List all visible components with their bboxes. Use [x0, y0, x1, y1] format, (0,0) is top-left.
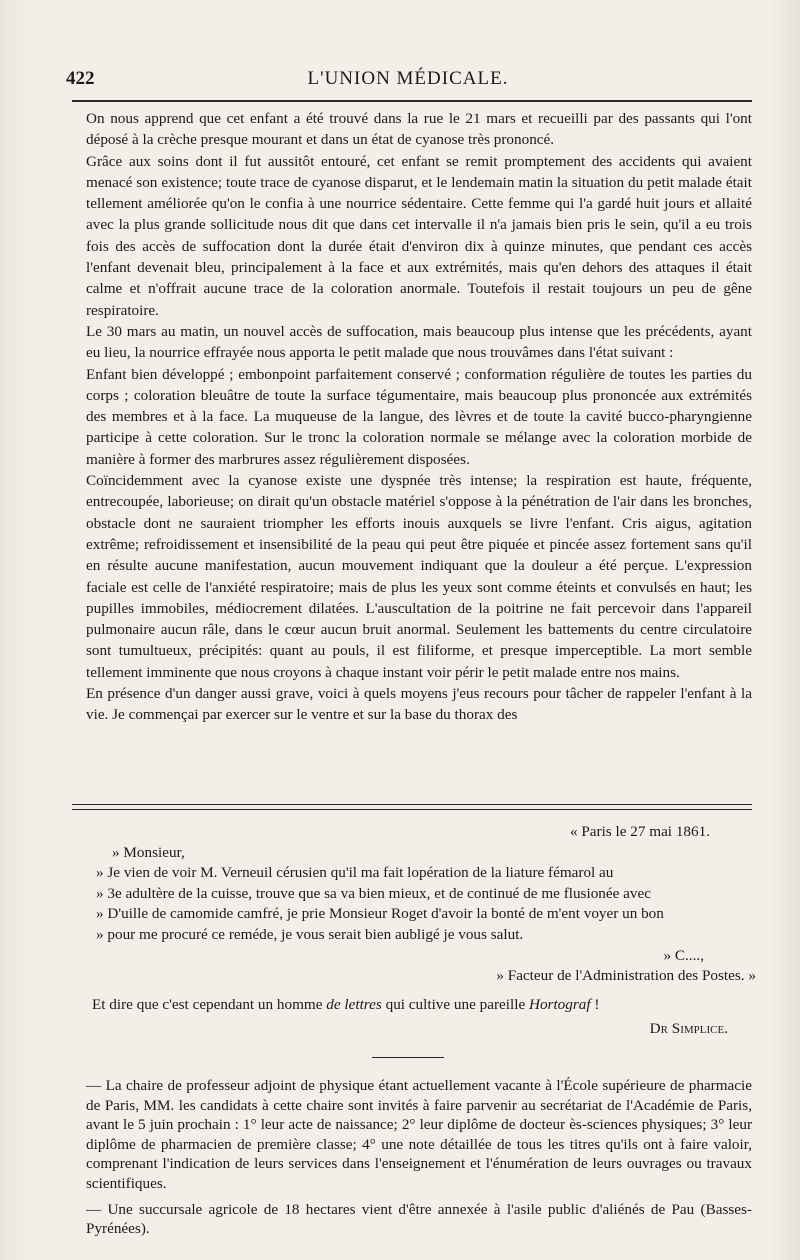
editor-comment: [92, 994, 752, 1015]
news-section: [86, 1076, 752, 1245]
running-title: L'UNION MÉDICALE.: [307, 68, 509, 89]
comment-text: qui cultive une pareille: [381, 996, 529, 1013]
news-item: — La chaire de professeur adjoint de physique étant actuellement vacante à l'École supérieure de pharmacie de Paris, MM. les candidats à cette chaire sont invités à faire parvenir au secrétariat de l'Académie de Paris, avant le 5 juin prochain : 1° leur acte de naissance; 2° leur diplôme de docteur ès-sciences physiques; 3° leur diplôme de pharmacien de première classe; 4° une note détaillée de tous les titres qu'ils ont à faire valoir, comprenant l'indication de leurs services dans l'enseignement et l'énumération de leurs ouvrages ou travaux scientifiques.: [86, 1077, 752, 1192]
news-item: — Une succursale agricole de 18 hectares vient d'être annexée à l'asile public d'aliénés de Pau (Basses-Pyrénées).: [86, 1200, 752, 1238]
letter-line: » pour me procuré ce reméde, je vous serait bien aubligé je vous salut.: [96, 925, 524, 943]
article-paragraph: Enfant bien développé ; embonpoint parfaitement conservé ; conformation régulière de toutes les parties du corps ; coloration bleuâtre de toute la surface tégumentaire, mais beaucoup plus prononcée aux extrémités des membres et à la face. La muqueuse de la langue, des lèvres et de toute la cavité bucco-pharyngienne participe à cette coloration. Sur le tronc la coloration normale se mélange avec la coloration morbide de manière à former des marbrures assez régulièrement disposées.: [86, 365, 752, 468]
letter-line: » D'uille de camomide camfré, je prie Monsieur Roget d'avoir la bonté de m'ent voyer un bon: [96, 905, 664, 923]
short-divider: [372, 1057, 444, 1058]
section-divider: [72, 804, 752, 810]
quoted-letter: [96, 822, 756, 987]
article-body: [86, 108, 752, 726]
comment-italic: Hortograf: [528, 996, 591, 1013]
comment-text: !: [590, 996, 600, 1013]
letter-line: » Je vien de voir M. Verneuil cérusien qu'il ma fait lopération de la liature fémarol au: [96, 864, 614, 882]
comment-author: Dr Simplice.: [649, 1020, 728, 1037]
letter-signature: » C....,: [663, 946, 704, 964]
article-paragraph: On nous apprend que cet enfant a été trouvé dans la rue le 21 mars et recueilli par des passants qui l'ont déposé à la crèche presque mourant et dans un état de cyanose très prononcé.: [86, 110, 752, 149]
letter-date: « Paris le 27 mai 1861.: [569, 823, 710, 840]
header-rule: [72, 100, 752, 102]
article-paragraph: En présence d'un danger aussi grave, voici à quels moyens j'eus recours pour tâcher de rappeler l'enfant à la vie. Je commençai par exercer sur le ventre et sur la base du thorax des: [86, 685, 752, 724]
page-number: 422: [66, 68, 95, 89]
letter-line: » 3e adultère de la cuisse, trouve que sa va bien mieux, et de continué de me flusionée avec: [96, 884, 651, 902]
letter-signature-title: » Facteur de l'Administration des Postes. »: [496, 967, 756, 985]
comment-italic: de lettres: [326, 996, 382, 1013]
article-paragraph: Grâce aux soins dont il fut aussitôt entouré, cet enfant se remit promptement des accidents qui avaient menacé son existence; toute trace de cyanose disparut, et le lendemain matin la situation du petit malade était tellement améliorée qu'on le confia à une nourrice sédentaire. Cette femme qui l'a gardé huit jours et allaité avec la plus grande sollicitude nous dit que dans cet intervalle il n'a jamais bien pris le sein, qu'il a eu trois fois des accès de suffocation dont la durée était d'environ dix à quinze minutes, que pendant ces accès l'enfant devenait bleu, principalement à la face et aux extrémités, mais qu'en dehors des attaques il était calme et n'offrait aucune trace de la coloration anormale. Toutefois il restait toujours un peu de gêne respiratoire.: [86, 152, 752, 319]
article-paragraph: Le 30 mars au matin, un nouvel accès de suffocation, mais beaucoup plus intense que les précédents, ayant eu lieu, la nourrice effrayée nous apporta le petit malade que nous trouvâmes dans l'état suivant :: [86, 322, 752, 362]
letter-salutation: » Monsieur,: [112, 843, 185, 861]
page-header: [66, 62, 750, 94]
article-paragraph: Coïncidemment avec la cyanose existe une dyspnée très intense; la respiration est haute, fréquente, entrecoupée, laborieuse; on dirait qu'un obstacle matériel s'oppose à la pénétration de l'air dans les bronches, obstacle dont ne sauraient triompher les efforts inouis auxquels se livre l'enfant. Cris aigus, agitation extrême; refroidissement et insensibilité de la peau qui peut être piquée et pincée assez fortement sans qu'il en résulte aucune manifestation, aucun mouvement indiquant que la douleur a été perçue. L'expression faciale est celle de l'anxiété respiratoire; mais de plus les yeux sont comme éteints et convulsés en haut; les pupilles immobiles, médiocrement dilatées. L'auscultation de la poitrine ne fait percevoir dans l'appareil pulmonaire aucun râle, dans le cœur aucun bruit anormal. Seulement les battements du centre circulatoire sont tumultueux, précipités: quant au pouls, il est filiforme, et presque imperceptible. La mort semble tellement imminente que nous croyons à chaque instant voir périr le petit malade entre nos mains.: [86, 472, 752, 681]
comment-text: Et dire que c'est cependant un homme: [92, 996, 327, 1013]
